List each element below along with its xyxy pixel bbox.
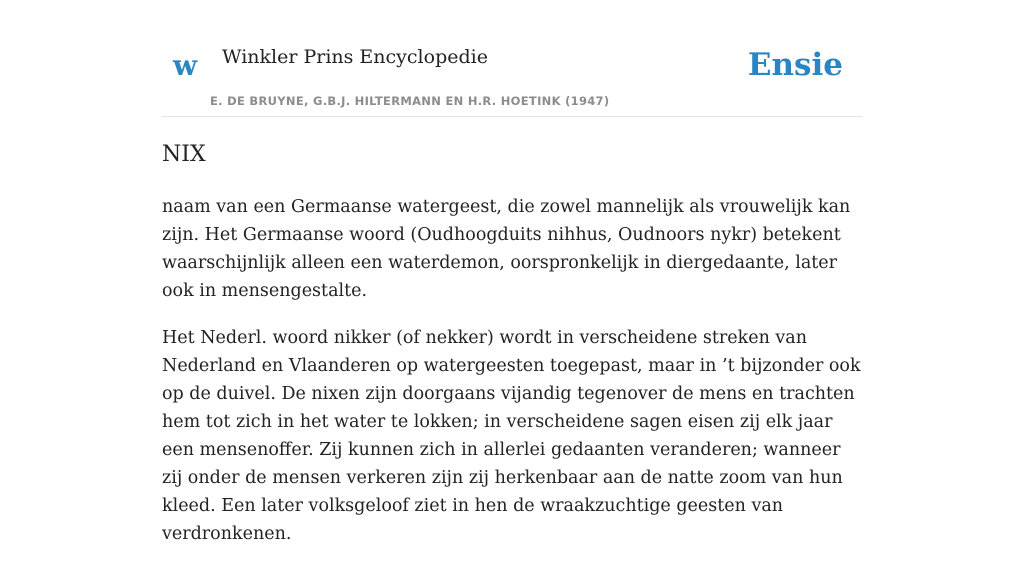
entry-paragraph: Het Nederl. woord nikker (of nekker) wordt in verscheidene streken van Nederland en Vlaanderen op watergeesten toegepast, maar in ’t bijzonder ook op de duivel. De nixen zijn doorgaans vijandig tegenover de mens en trachten hem tot zich in het water te lokken; in verscheidene sagen eisen zij elk jaar een mensenoffer. Zij kunnen zich in allerlei gedaanten veranderen; wanneer zij onder de mensen verkeren zijn zij herkenbaar aan de natte zoom van hun kleed. Een later volksgeloof ziet in hen de wraakzuchtige geesten van verdronkenen.: [162, 328, 861, 544]
encyclopedia-entry: [162, 138, 862, 567]
ensie-logo-link[interactable]: Ensie: [747, 47, 843, 83]
entry-paragraph: naam van een Germaanse watergeest, die zowel mannelijk als vrouwelijk kan zijn. Het Germaanse woord (Oudhoogduits nihhus, Oudnoors nykr) betekent waarschijnlijk alleen een waterdemon, oorspronkelijk in diergedaante, later ook in mensengestalte.: [162, 197, 851, 301]
entry-headword: NIX: [162, 142, 206, 167]
winkler-prins-logo[interactable]: w: [173, 49, 198, 82]
book-authors: E. DE BRUYNE, G.B.J. HILTERMANN EN H.R. HOETINK (1947): [210, 94, 610, 108]
source-header: [162, 0, 862, 117]
book-title-link[interactable]: Winkler Prins Encyclopedie: [222, 46, 488, 68]
